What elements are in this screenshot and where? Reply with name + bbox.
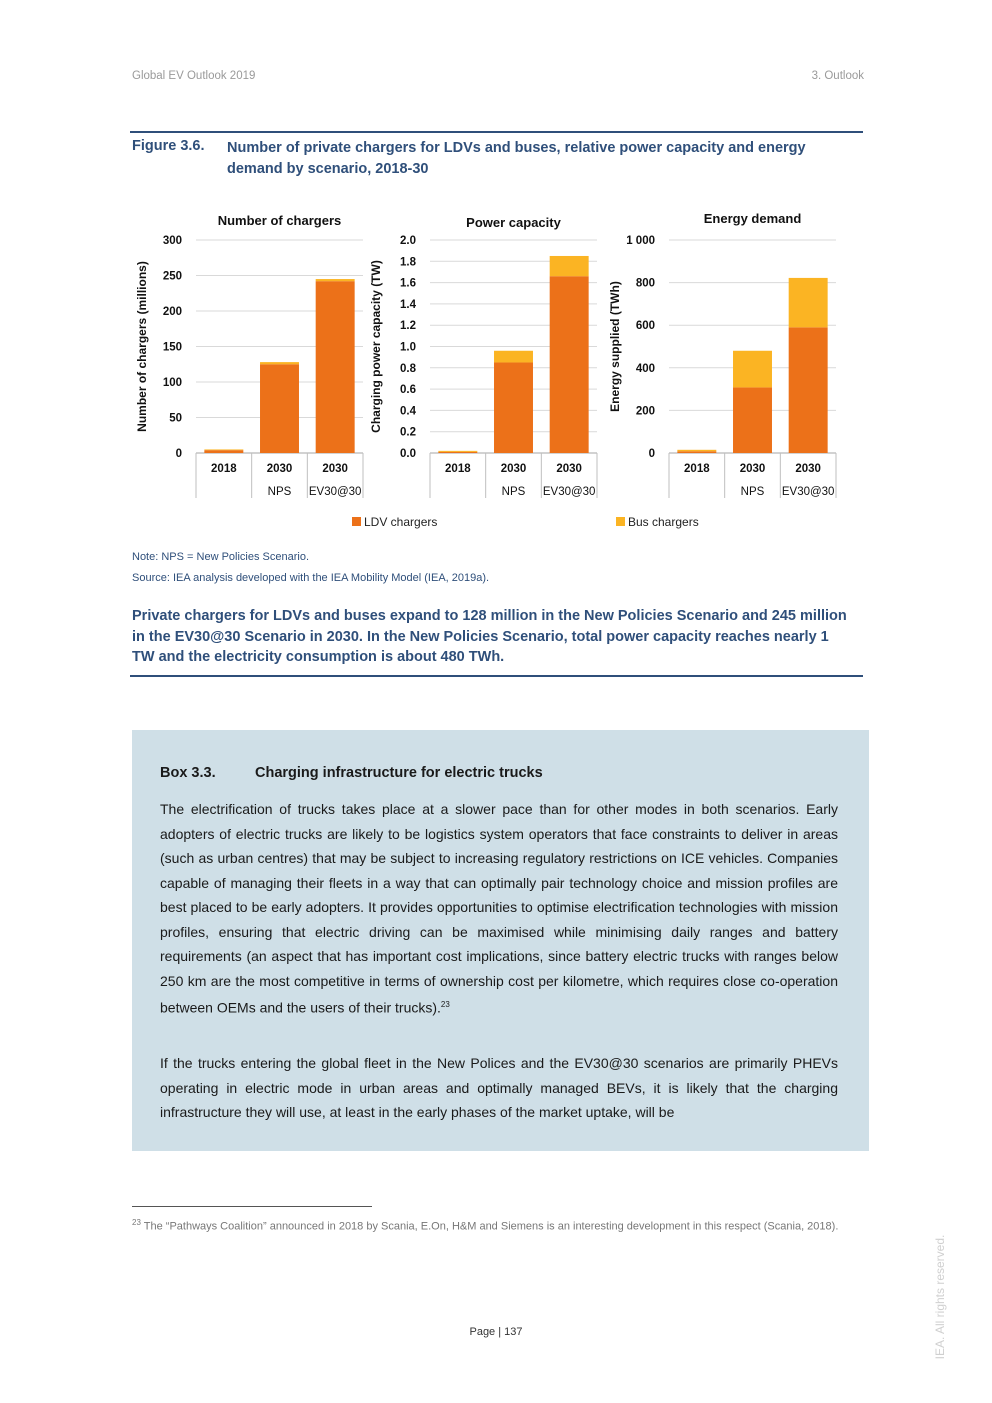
x-tick-label: 2018 — [445, 463, 471, 475]
y-tick-label: 0.0 — [400, 448, 416, 460]
footnote-rule — [132, 1206, 372, 1207]
y-tick-label: 2.0 — [400, 235, 416, 247]
y-tick-label: 0.2 — [400, 426, 416, 439]
scenario-label: EV30@30 — [781, 486, 835, 498]
y-tick-label: 1.6 — [400, 277, 416, 290]
bar-bus-2 — [260, 362, 299, 364]
y-tick-label: 1.2 — [400, 320, 416, 333]
bar-ldv-2 — [494, 362, 533, 453]
scenario-label: EV30@30 — [308, 486, 362, 498]
figure-top-rule — [130, 131, 863, 133]
footnote-text: The “Pathways Coalition” announced in 2018 by Scania, E.On, H&M and Siemens is an interesting development in this respect (Scania, 2018). — [140, 1220, 839, 1233]
y-tick-label: 400 — [635, 362, 655, 375]
y-axis-title: Charging power capacity (TW) — [369, 260, 383, 433]
figure-summary: Private chargers for LDVs and buses expand to 128 million in the New Policies Scenario and 245 million in the EV30@30 Scenario in 2030. In the New Policies Scenario, total power capacity reaches nearly 1 TW and the electricity consumption is about 480 TWh. — [132, 608, 847, 665]
y-tick-label: 0 — [648, 448, 655, 460]
x-tick-label: 2018 — [684, 463, 710, 475]
page-number: Page | 137 — [469, 1326, 523, 1338]
y-tick-label: 0 — [175, 448, 182, 460]
bar-bus-3 — [550, 256, 589, 276]
y-tick-label: 0.4 — [400, 405, 416, 418]
chart-panel-1 — [135, 213, 363, 498]
bar-ldv-1 — [204, 450, 243, 453]
figure-title: Number of private chargers for LDVs and buses, relative power capacity and energy demand by scenario, 2018-30 — [227, 140, 806, 177]
bar-bus-1 — [677, 450, 716, 451]
charts-figure — [130, 200, 850, 540]
bar-ldv-1 — [438, 452, 477, 453]
figure-source: Source: IEA analysis developed with the IEA Mobility Model (IEA, 2019a). — [132, 572, 490, 584]
bar-ldv-1 — [677, 451, 716, 453]
bar-bus-2 — [494, 351, 533, 363]
y-tick-label: 250 — [162, 270, 182, 283]
figure-note: Note: NPS = New Policies Scenario. — [132, 551, 309, 563]
x-tick-label: 2030 — [266, 463, 293, 475]
scenario-label: NPS — [740, 486, 765, 498]
footnote-ref[interactable]: 23 — [440, 1000, 450, 1009]
y-tick-label: 100 — [162, 377, 182, 389]
x-tick-label: 2030 — [739, 463, 766, 475]
rights-watermark: IEA. All rights reserved. — [933, 1234, 947, 1360]
chart-title: Power capacity — [466, 215, 561, 230]
y-tick-label: 0.6 — [400, 384, 416, 397]
scenario-label: NPS — [267, 486, 292, 498]
bar-bus-1 — [438, 451, 477, 452]
y-tick-label: 150 — [162, 341, 182, 354]
chart-title: Number of chargers — [217, 213, 342, 228]
legend — [352, 515, 699, 529]
y-tick-label: 1 000 — [626, 235, 655, 247]
y-tick-label: 300 — [162, 235, 182, 247]
bar-bus-3 — [789, 278, 828, 327]
legend-bus-label: Bus chargers — [628, 515, 699, 529]
legend-ldv-label: LDV chargers — [364, 515, 438, 529]
y-tick-label: 50 — [169, 412, 182, 425]
bar-ldv-3 — [316, 281, 355, 453]
bar-ldv-3 — [550, 276, 589, 453]
y-tick-label: 1.8 — [400, 256, 416, 269]
x-tick-label: 2030 — [322, 463, 348, 475]
y-tick-label: 1.4 — [400, 298, 416, 311]
scenario-label: EV30@30 — [542, 486, 596, 498]
running-header-left: Global EV Outlook 2019 — [132, 70, 256, 82]
figure-number: Figure 3.6. — [132, 138, 205, 154]
box-paragraph-1 — [160, 797, 838, 1020]
box-paragraph-2: If the trucks entering the global fleet in the New Polices and the EV30@30 scenarios are primarily PHEVs operating in electric mode in urban areas and optimally managed BEVs, it is likely that the charging infrastructure they will use, at least in the early phases of the market uptake, will be — [160, 1055, 838, 1120]
x-tick-label: 2030 — [556, 463, 582, 475]
running-header-right: 3. Outlook — [811, 70, 864, 82]
y-tick-label: 0.8 — [400, 362, 416, 375]
bar-bus-1 — [204, 449, 243, 450]
y-tick-label: 800 — [635, 277, 655, 290]
y-tick-label: 200 — [635, 405, 655, 418]
footnote-number: 23 — [132, 1218, 141, 1227]
y-axis-title: Number of chargers (millions) — [135, 261, 149, 432]
chart-panel-3 — [608, 211, 836, 498]
figure-bottom-rule — [130, 675, 863, 677]
y-axis-title: Energy supplied (TWh) — [608, 281, 622, 412]
y-tick-label: 600 — [635, 320, 655, 333]
chart-title: Energy demand — [703, 211, 802, 226]
chart-panel-2 — [369, 215, 597, 498]
y-tick-label: 200 — [162, 306, 182, 318]
x-tick-label: 2018 — [211, 463, 237, 475]
bar-ldv-2 — [260, 364, 299, 453]
box-paragraph-1-text: The electrification of trucks takes place at a slower pace than for other modes in both scenarios. Early adopters of electric trucks are likely to be logistics system operators that face constraints to deliver in areas (such as urban centres) that may be subject to increasing regulatory restrictions on ICE vehicles. Companies capable of managing their fleets in a way that can optimally pair technology choice and mission profiles are best placed to be early adopters. It provides opportunities to optimise electrification technologies with mission profiles, ensuring that electric driving can be maximised while minimising daily ranges and battery requirements (an aspect that has important cost implications, since battery electric trucks with ranges below 250 km are the most competitive in terms of ownership cost per kilometre, which requires close co-operation between OEMs and the users of their trucks). — [160, 801, 838, 1016]
box-number: Box 3.3. — [160, 765, 216, 781]
x-tick-label: 2030 — [500, 463, 527, 475]
legend-ldv-swatch — [352, 517, 361, 526]
footnote — [132, 1214, 860, 1236]
bar-bus-2 — [733, 351, 772, 388]
bar-bus-3 — [316, 279, 355, 281]
box-title: Charging infrastructure for electric trucks — [255, 765, 543, 781]
y-tick-label: 1.0 — [400, 341, 416, 354]
bar-ldv-2 — [733, 387, 772, 453]
legend-bus-swatch — [616, 517, 625, 526]
x-tick-label: 2030 — [795, 463, 821, 475]
scenario-label: NPS — [501, 486, 526, 498]
bar-ldv-3 — [789, 327, 828, 453]
